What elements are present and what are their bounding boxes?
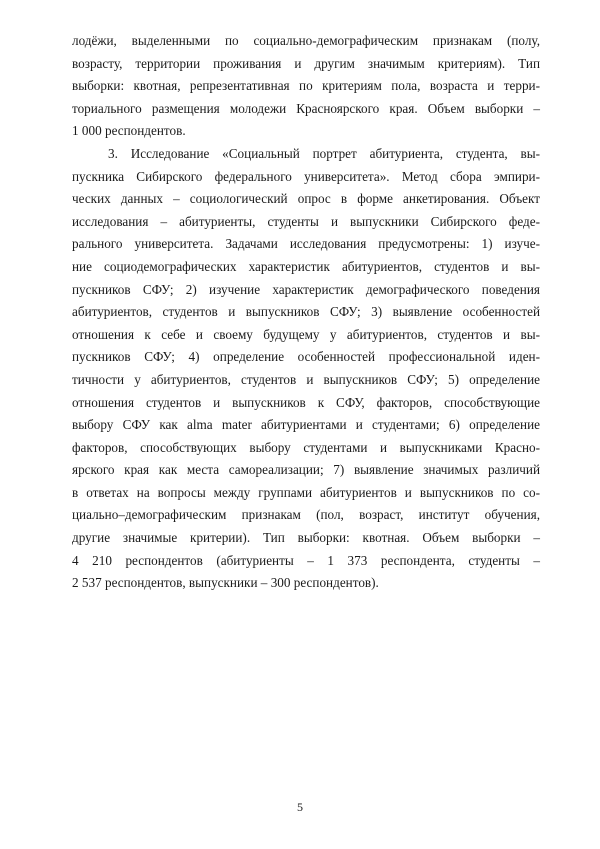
paragraph-2 <box>72 143 540 595</box>
text-line: абитуриентов, студентов и выпускников СФУ; 3) выявление особенностей <box>72 304 540 320</box>
text-line: другие значимые критерии). Тип выборки: квотная. Объем выборки – <box>72 530 540 546</box>
text-line: тичности у абитуриентов, студентов и выпускников СФУ; 5) определение <box>72 371 540 387</box>
text-line: ческих данных – социологический опрос в форме анкетирования. Объект <box>72 191 540 207</box>
text-line: ние социодемографических характеристик абитуриентов, студентов и вы- <box>72 258 540 274</box>
page-number: 5 <box>297 800 303 814</box>
text-line: факторов, способствующих выбору студентами и выпускниками Красно- <box>72 439 540 455</box>
text-line: пускников СФУ; 4) определение особенностей профессиональной иден- <box>72 349 540 365</box>
text-line: пускника Сибирского федерального университета». Метод сбора эмпири- <box>72 168 540 184</box>
text-line: пускников СФУ; 2) изучение характеристик демографического поведения <box>72 281 540 297</box>
document-body <box>72 30 540 595</box>
text-line: исследования – абитуриенты, студенты и выпускники Сибирского феде- <box>72 213 540 229</box>
text-line: выборки: квотная, репрезентативная по критериям пола, возраста и терри- <box>72 78 540 94</box>
text-line: циально–демографическим признакам (пол, возраст, институт обучения, <box>72 507 540 523</box>
text-line: выбору СФУ как alma mater абитуриентами и студентами; 6) определение <box>72 417 540 433</box>
text-line: отношения студентов и выпускников к СФУ, факторов, способствующие <box>72 394 540 410</box>
text-line: ториального размещения молодежи Красноярского края. Объем выборки – <box>72 100 540 116</box>
text-line: 3. Исследование «Социальный портрет абитуриента, студента, вы- <box>108 145 540 161</box>
text-line: отношения к себе и своему будущему у абитуриентов, студентов и вы- <box>72 326 540 342</box>
text-line: 4 210 респондентов (абитуриенты – 1 373 респондента, студенты – <box>72 552 540 568</box>
text-line: 1 000 респондентов. <box>72 123 186 139</box>
text-line: в ответах на вопросы между группами абитуриентов и выпускников по со- <box>72 484 540 500</box>
text-line: 2 537 респондентов, выпускники – 300 респондентов). <box>72 575 379 591</box>
text-line: рального университета. Задачами исследования предусмотрены: 1) изуче- <box>72 236 540 252</box>
text-line: возрасту, территории проживания и другим значимым критериям). Тип <box>72 55 540 71</box>
text-line: лодёжи, выделенными по социально-демографическим признакам (полу, <box>72 33 540 48</box>
paragraph-1 <box>72 30 540 143</box>
text-line: ярского края как места самореализации; 7) выявление значимых различий <box>72 462 540 478</box>
